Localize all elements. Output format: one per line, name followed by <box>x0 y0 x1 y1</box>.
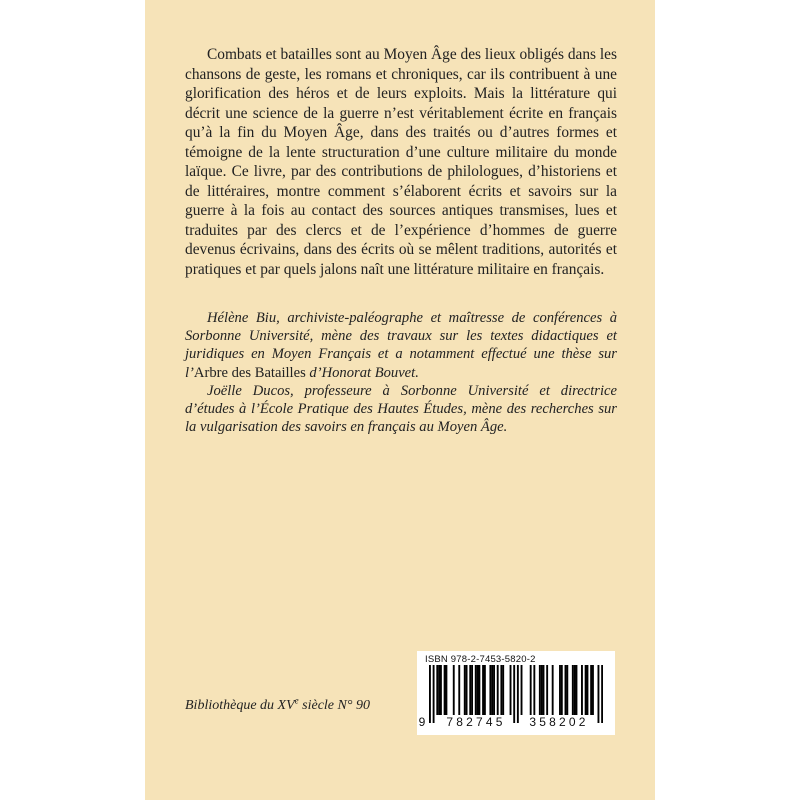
barcode-bar <box>453 665 455 715</box>
text-block <box>185 45 617 436</box>
bio-biu-text-end: d’Honorat Bouvet. <box>305 364 419 381</box>
barcode-bar <box>541 665 543 715</box>
barcode-bar <box>500 665 502 715</box>
ean-prefix-digit: 9 <box>418 715 426 729</box>
barcode-bar <box>475 665 477 715</box>
barcode-bar <box>429 665 431 723</box>
barcode-bar <box>445 665 447 715</box>
bio-joelle-ducos: Joëlle Ducos, professeure à Sorbonne Université et directrice d’études à l’École Pratique des Hautes Études, mène des recherches sur la vulgarisation des savoirs en français au Moyen Âge. <box>185 382 617 436</box>
bio-biu-text: Hélène Biu, archiviste-paléographe et maîtresse de conférences à Sorbonne Université, mène des travaux sur les textes didactiques et juridiques en Moyen Français et a notamment effectué une thèse sur l’ <box>185 310 617 381</box>
barcode-bar <box>469 665 471 715</box>
barcode-bar <box>521 665 523 715</box>
barcode-bar <box>590 665 592 715</box>
barcode-bar <box>436 665 438 715</box>
series-suffix: siècle N° 90 <box>298 698 370 713</box>
barcode-bar <box>574 665 576 715</box>
barcode-bar <box>552 665 554 715</box>
barcode-bar <box>464 665 466 715</box>
barcode-bar <box>484 665 486 715</box>
isbn-label: ISBN 978-2-7453-5820-2 <box>425 654 536 665</box>
series-superscript: e <box>294 695 299 706</box>
barcode-bar <box>592 665 594 715</box>
barcode-bar <box>566 665 568 715</box>
ean-left-digits: 782745 <box>446 715 506 729</box>
barcode-bar <box>497 665 499 715</box>
barcode-bar <box>438 665 440 715</box>
ean-right-digits: 358202 <box>529 715 589 729</box>
barcode-bar <box>491 665 493 715</box>
barcode-bar <box>572 665 574 715</box>
barcode-bar <box>482 665 484 715</box>
barcode-bar <box>585 665 587 715</box>
bio-helene-biu <box>185 309 617 382</box>
barcode-bar <box>530 665 532 715</box>
barcode-bar <box>458 665 460 715</box>
barcode-bar <box>478 665 480 715</box>
barcode-bar <box>543 665 545 715</box>
barcode-bar <box>587 665 589 715</box>
barcode-bar <box>565 665 567 715</box>
barcode-bar <box>510 665 512 715</box>
barcode-bar <box>546 665 548 715</box>
barcode-bar <box>444 665 446 715</box>
series-info <box>185 695 370 714</box>
back-cover <box>145 0 655 800</box>
barcode-bar <box>477 665 479 715</box>
barcode-bar <box>466 665 468 715</box>
barcode-bar <box>561 665 563 715</box>
book-summary: Combats et batailles sont au Moyen Âge des lieux obligés dans les chansons de geste, les romans et chroniques, car ils contribuent à une glorification des héros et de leurs exploits. Mais la littérature qui décrit une science de la guerre n’est véritablement écrite en français qu’à la fin du Moyen Âge, dans des traités ou d’autres formes et témoigne de la lente structuration d’une culture militaire du monde laïque. Ce livre, par des contributions de philologues, d’historiens et de littéraires, montre comment s’élaborent écrits et savoirs sur la guerre à la fois au contact des sources antiques transmises, lues et traduites par des clercs et de l’expérience d’hommes de guerre devenus écrivains, dans des écrits où se mêlent traditions, autorités et pratiques et par quels jalons naît une littérature militaire en français. <box>185 46 617 278</box>
bio-biu-book-title: Arbre des Batailles <box>193 364 306 381</box>
barcode-bar <box>489 665 491 715</box>
barcode-bar <box>601 665 603 723</box>
barcode-bar <box>533 665 535 715</box>
author-bios <box>185 309 617 436</box>
barcode-bar <box>539 665 541 715</box>
barcode-bar <box>471 665 473 715</box>
barcode-bar <box>493 665 495 715</box>
barcode-bar <box>502 665 504 715</box>
isbn-barcode <box>417 651 615 735</box>
barcode-bar <box>559 665 561 715</box>
series-prefix: Bibliothèque du XV <box>185 698 295 713</box>
barcode-bar <box>581 665 583 715</box>
barcode-bar <box>440 665 442 715</box>
barcode-bar <box>576 665 578 715</box>
